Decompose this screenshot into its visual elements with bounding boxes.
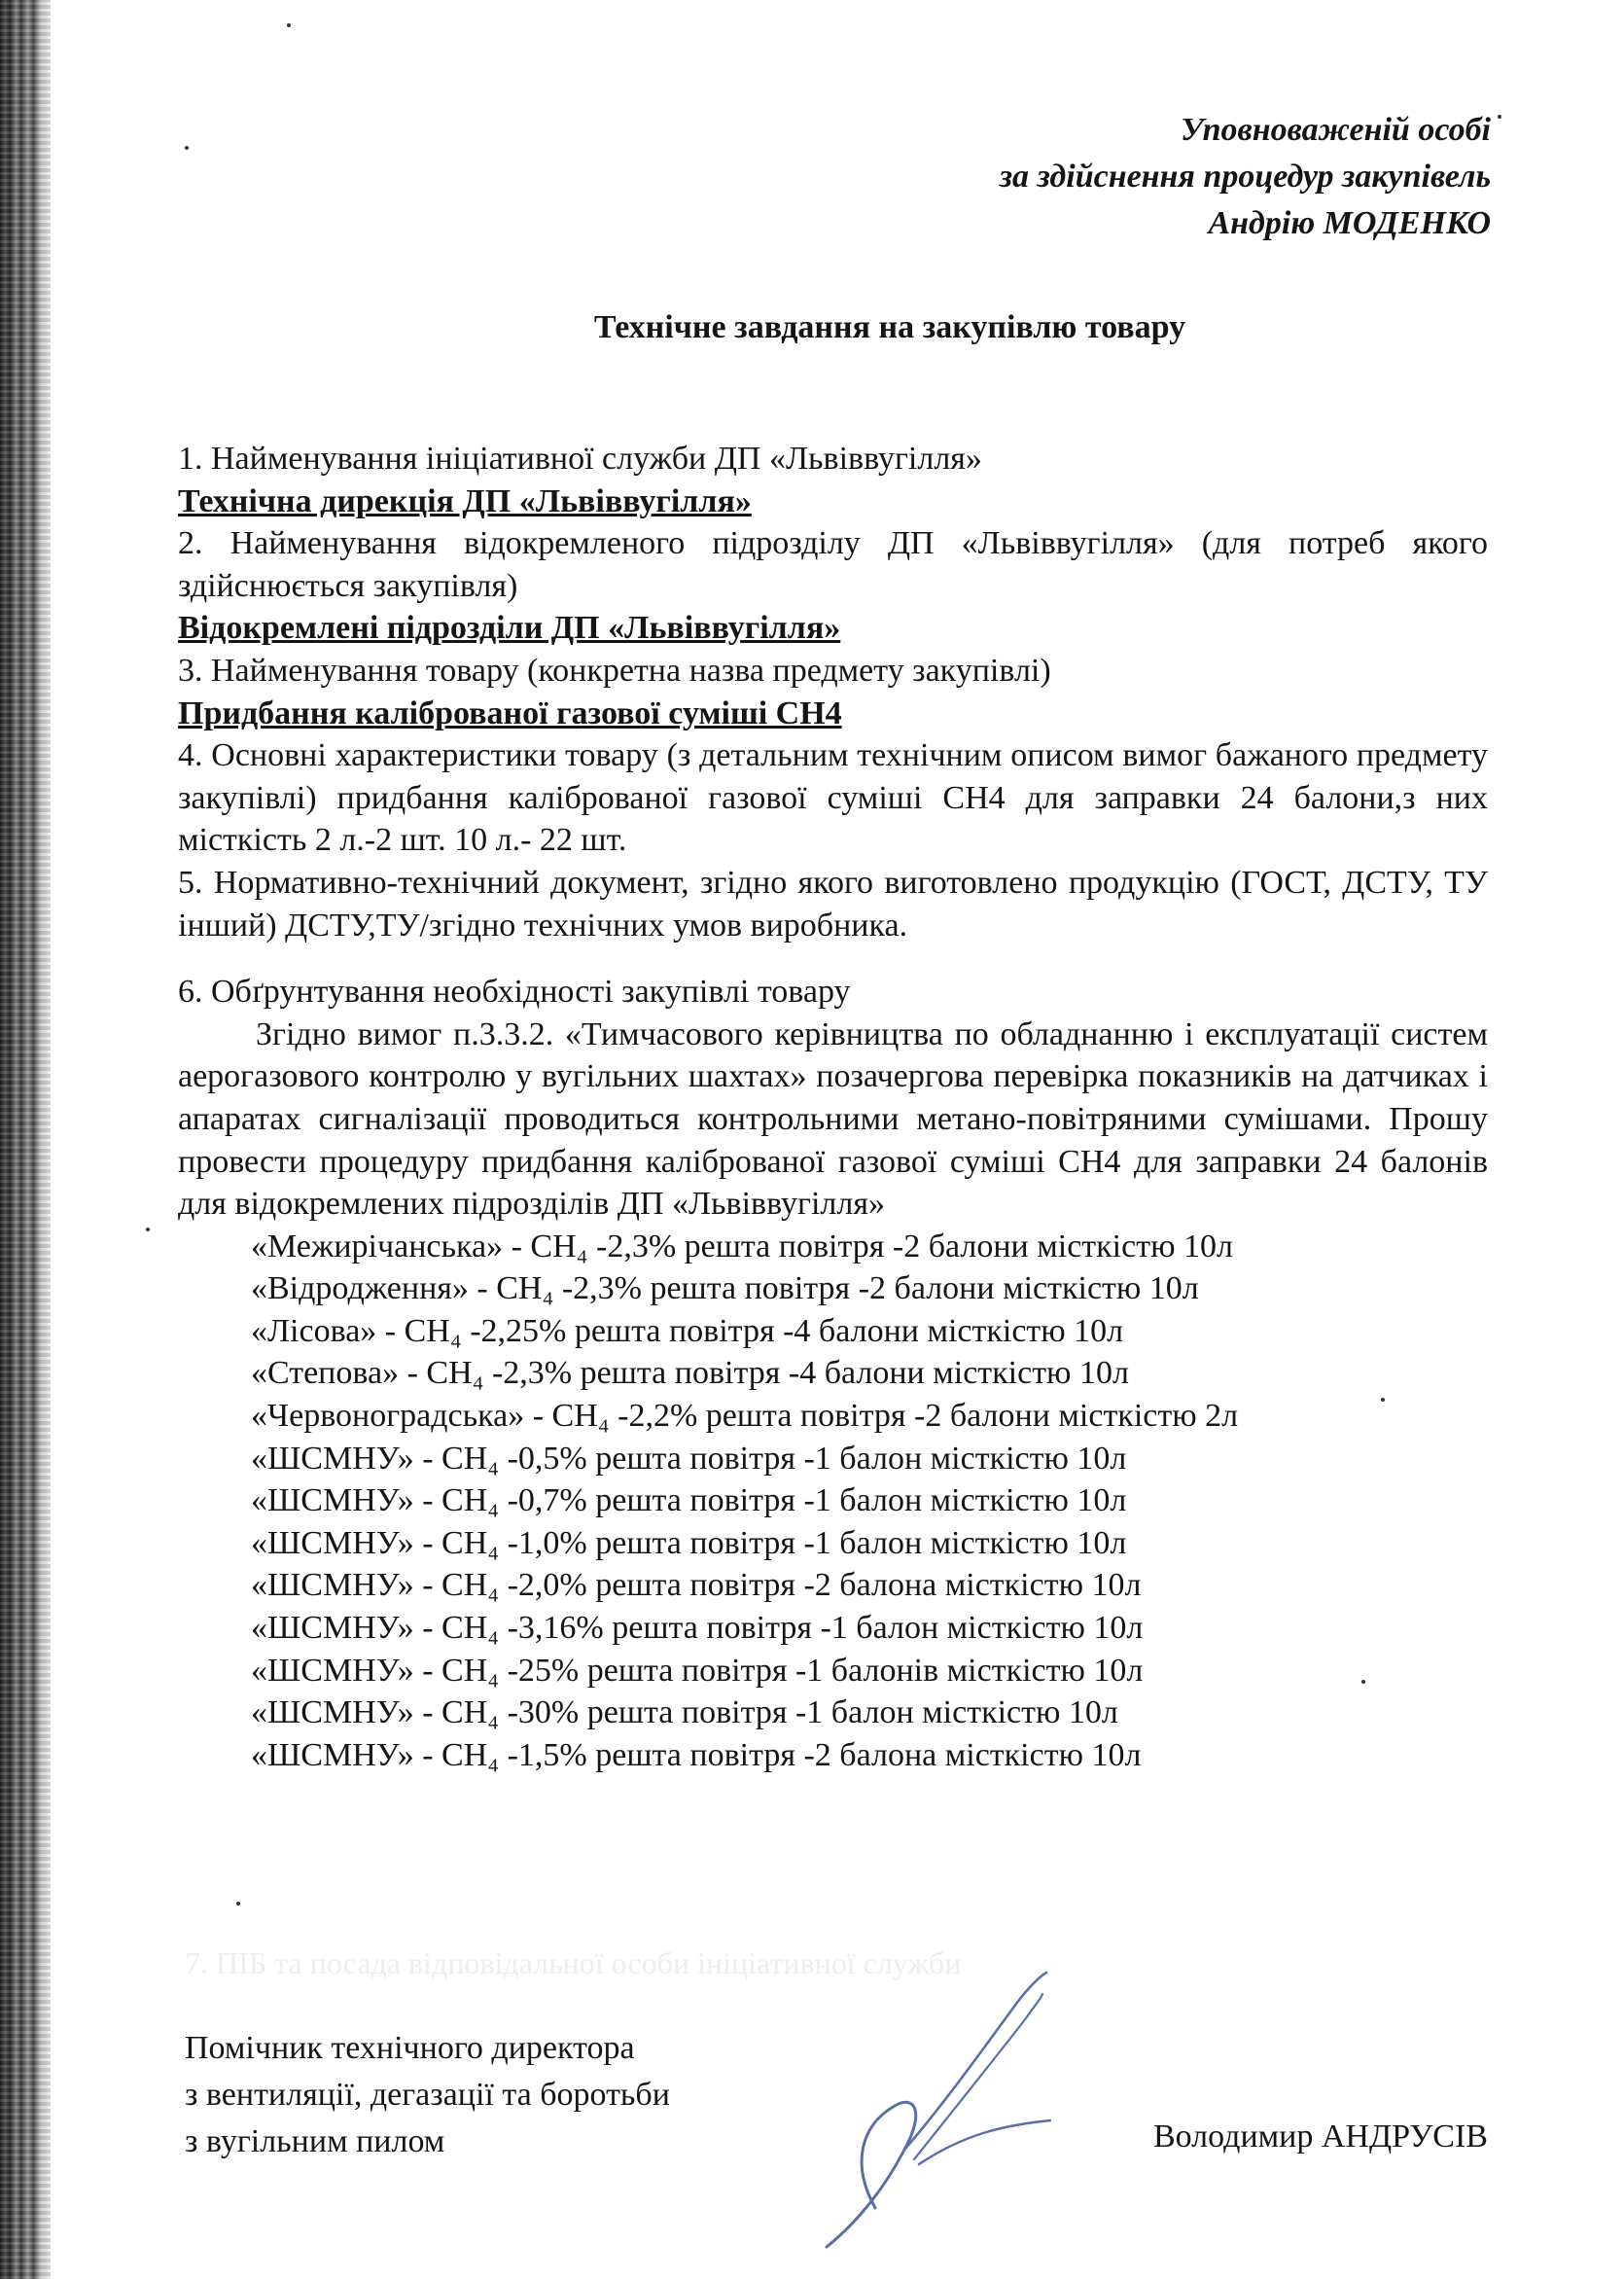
section-3-value: Придбання каліброваної газової суміші СН4 (178, 694, 842, 731)
document-title: Технічне завдання на закупівлю товару (593, 309, 1186, 345)
addressee-line-1: Уповноваженій особі (1180, 112, 1491, 148)
signer-name: Володимир АНДРУСІВ (1152, 2119, 1488, 2154)
section-1-value: Технічна дирекція ДП «Львіввугілля» (178, 482, 752, 519)
handwritten-signature (759, 1965, 1109, 2257)
signer-position-line-1: Помічник технічного директора (185, 2030, 635, 2066)
section-2-label: 2. Найменування відокремленого підрозділу ДП «Львіввугілля» (для потреб якого здійснюється закупівля) (178, 525, 1488, 604)
scan-speck (1498, 115, 1501, 119)
section-5-text: 5. Нормативно-технічний документ, згідно якого виготовлено продукцію (ГОСТ, ДСТУ, ТУ інший) ДСТУ,ТУ/згідно технічних умов виробника. (178, 864, 1488, 944)
signer-position (185, 2025, 670, 2165)
list-item: «ШСМНУ» - CH₄ -30% решта повітря -1 балон місткістю 10л (251, 1694, 1118, 1731)
list-item: «Лісова» - CH₄ -2,25% решта повітря -4 балони місткістю 10л (251, 1312, 1124, 1349)
list-item: «ШСМНУ» - CH₄ -0,7% решта повітря -1 балон місткістю 10л (251, 1482, 1127, 1519)
list-item: «Межирічанська» - CH₄ -2,3% решта повітря -2 балони місткістю 10л (251, 1228, 1233, 1264)
scan-speck (236, 1902, 240, 1905)
addressee-line-2: за здійснення процедур закупівель (999, 159, 1491, 195)
list-item: «ШСМНУ» - CH₄ -25% решта повітря -1 балонів місткістю 10л (251, 1652, 1144, 1689)
list-item: «Степова» - CH₄ -2,3% решта повітря -4 балони місткістю 10л (251, 1355, 1129, 1392)
list-item: «ШСМНУ» - CH₄ -2,0% решта повітря -2 балона місткістю 10л (251, 1567, 1142, 1604)
list-item: «ШСМНУ» - CH₄ -1,5% решта повітря -2 балона місткістю 10л (251, 1736, 1142, 1773)
scan-speck (1381, 1398, 1385, 1402)
scan-speck (185, 146, 189, 150)
faded-section-7: 7. ПІБ та посада відповідальної особи ініціативної служби (185, 1945, 962, 1980)
section-6-label: 6. Обґрунтування необхідності закупівлі товару (178, 974, 851, 1011)
signer-position-line-3: з вугільним пилом (185, 2123, 445, 2159)
section-2-value: Відокремлені підрозділи ДП «Львіввугілля» (178, 610, 841, 647)
addressee-block (1000, 107, 1491, 247)
section-4-text: 4. Основні характеристики товару (з детальним технічним описом вимог бажаного предмету закупівлі) придбання каліброваної газової суміші СН4 для заправки 24 балони,з них місткість 2 л.-2 шт. 10 л.- 22 шт. (178, 737, 1488, 859)
section-3-label: 3. Найменування товару (конкретна назва предмету закупівлі) (178, 652, 1051, 689)
section-6-text: Згідно вимог п.3.3.2. «Тимчасового керівництва по обладнанню і експлуатації систем аерогазового контролю у вугільних шахтах» позачергова перевірка показників на датчиках і апаратах сигналізації проводиться контрольними метано-повітряними сумішами. Прошу провести процедуру придбання каліброваної газової суміші СН4 для заправки 24 балонів для відокремлених підрозділів ДП «Львіввугілля» (178, 1015, 1488, 1223)
document-body (178, 438, 1488, 1776)
addressee-line-3: Андрію МОДЕНКО (1208, 205, 1491, 241)
list-item: «ШСМНУ» - CH₄ -1,0% решта повітря -1 балон місткістю 10л (251, 1524, 1127, 1561)
list-item: «Червоноградська» - CH₄ -2,2% решта повітря -2 балони місткістю 2л (251, 1398, 1239, 1435)
section-gap (178, 946, 1488, 971)
scan-speck (146, 1228, 150, 1231)
list-item: «Відродження» - CH₄ -2,3% решта повітря -2 балони місткістю 10л (251, 1270, 1199, 1307)
scan-speck (1361, 1680, 1365, 1684)
list-item: «ШСМНУ» - CH₄ -3,16% решта повітря -1 балон місткістю 10л (251, 1610, 1144, 1647)
section-1-label: 1. Найменування ініціативної служби ДП «Львіввугілля» (178, 441, 982, 477)
signer-position-line-2: з вентиляції, дегазації та боротьби (185, 2077, 670, 2113)
list-item: «ШСМНУ» - CH₄ -0,5% решта повітря -1 балон місткістю 10л (251, 1440, 1127, 1477)
gas-mixture-list (251, 1226, 1488, 1777)
scan-speck (287, 23, 291, 27)
